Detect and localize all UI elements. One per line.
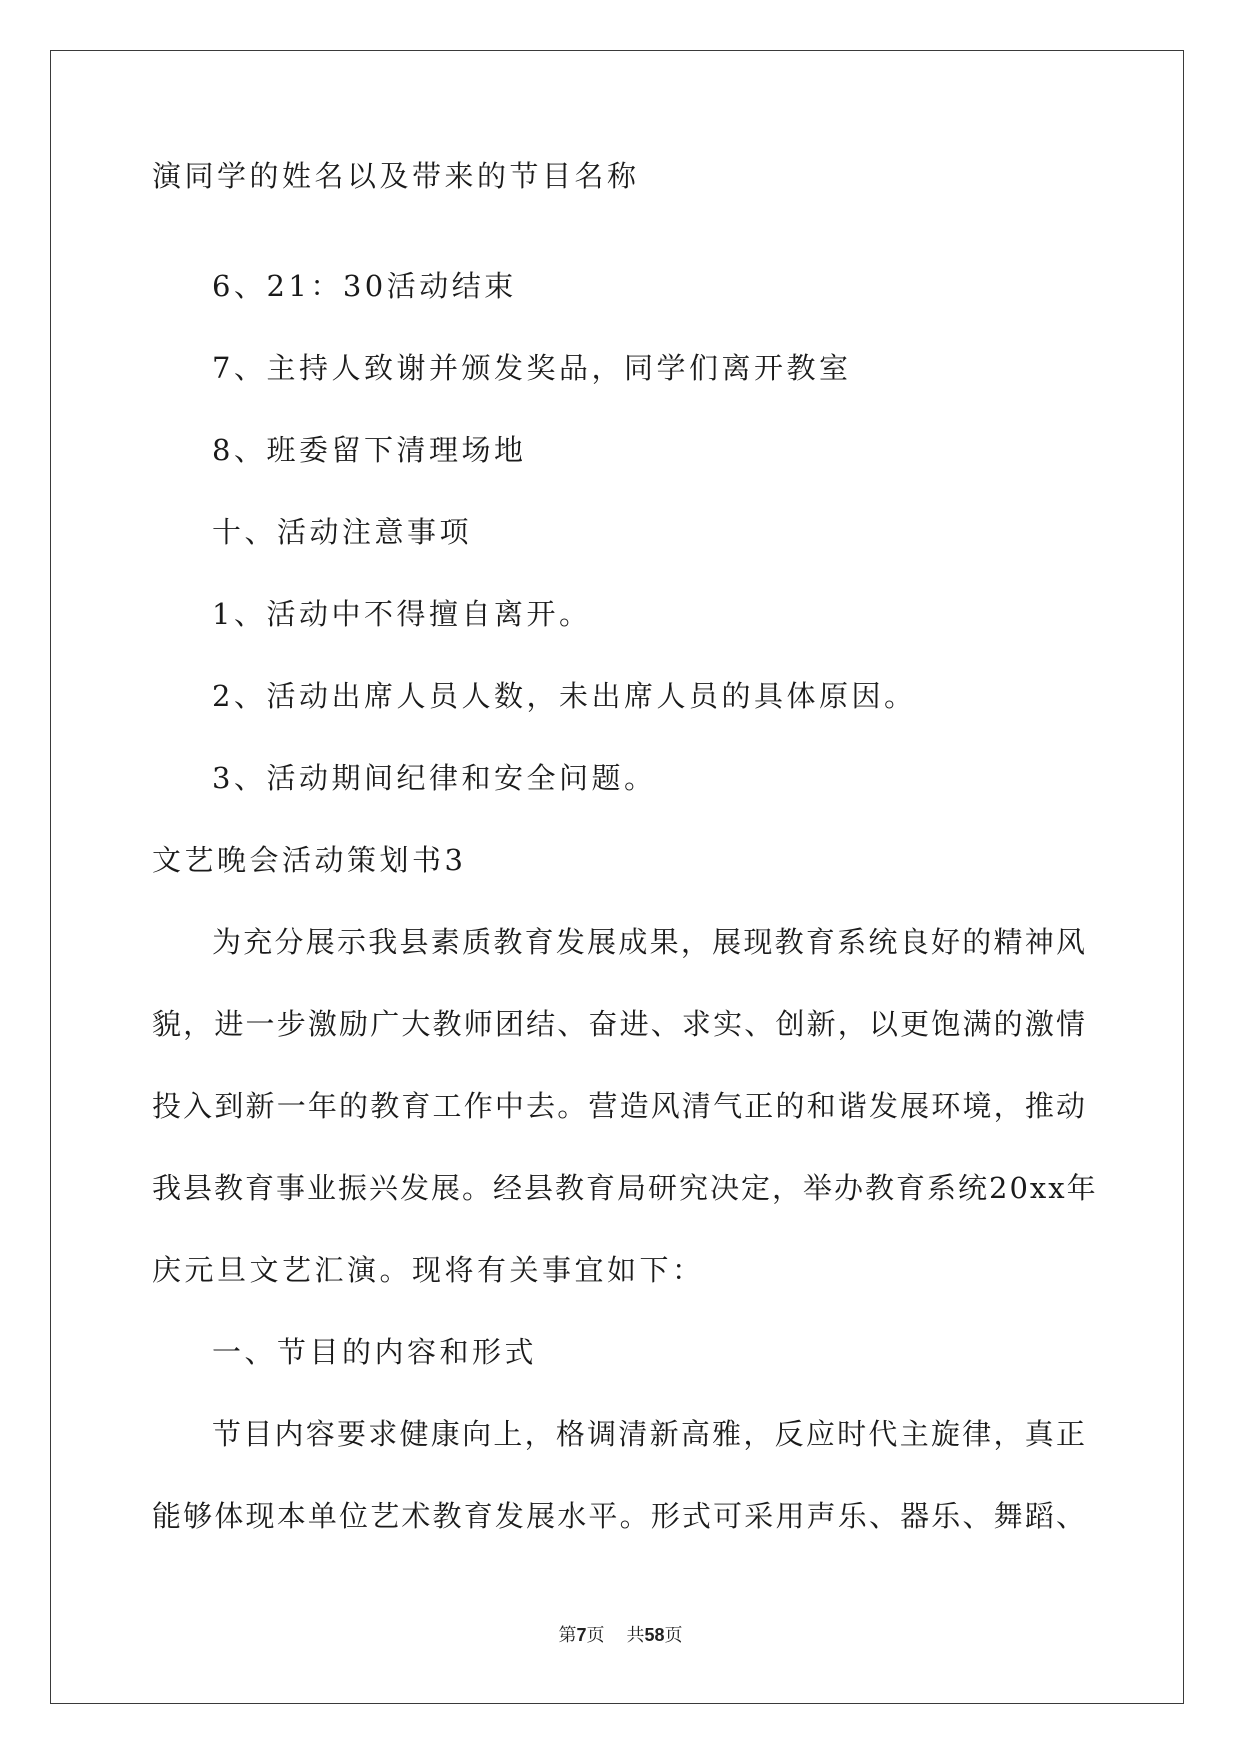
paragraph-line: 庆元旦文艺汇演。现将有关事宜如下： xyxy=(152,1253,705,1287)
total-suffix: 页 xyxy=(664,1625,683,1646)
paragraph-line: 为充分展示我县素质教育发展成果，展现教育系统良好的精神风 xyxy=(212,925,1087,959)
paragraph-line: 能够体现本单位艺术教育发展水平。形式可采用声乐、器乐、舞蹈、 xyxy=(152,1499,1087,1533)
paragraph-line: 7、主持人致谢并颁发奖品，同学们离开教室 xyxy=(212,351,852,385)
page-suffix: 页 xyxy=(586,1625,605,1646)
paragraph-line: 投入到新一年的教育工作中去。营造风清气正的和谐发展环境，推动 xyxy=(152,1089,1087,1123)
paragraph-line: 1、活动中不得擅自离开。 xyxy=(212,597,592,631)
page-number: 7 xyxy=(576,1625,587,1645)
paragraph-line: 演同学的姓名以及带来的节目名称 xyxy=(152,159,640,193)
paragraph-line: 6、21：30活动结束 xyxy=(212,269,517,303)
section-heading: 一、节目的内容和形式 xyxy=(212,1335,538,1369)
paragraph-line: 我县教育事业振兴发展。经县教育局研究决定，举办教育系统20xx年 xyxy=(152,1171,1098,1205)
total-pages: 58 xyxy=(644,1625,665,1645)
paragraph-line: 2、活动出席人员人数，未出席人员的具体原因。 xyxy=(212,679,917,713)
page-prefix: 第 xyxy=(558,1625,577,1646)
total-prefix: 共 xyxy=(626,1625,645,1646)
document-title: 文艺晚会活动策划书3 xyxy=(152,843,467,877)
document-body xyxy=(152,159,1098,1557)
paragraph-line: 3、活动期间纪律和安全问题。 xyxy=(212,761,657,795)
page-footer xyxy=(0,1621,1241,1647)
section-heading: 十、活动注意事项 xyxy=(212,515,473,549)
paragraph-line: 节目内容要求健康向上，格调清新高雅，反应时代主旋律，真正 xyxy=(212,1417,1087,1451)
paragraph-line: 8、班委留下清理场地 xyxy=(212,433,527,467)
paragraph-line: 貌，进一步激励广大教师团结、奋进、求实、创新，以更饱满的激情 xyxy=(152,1007,1087,1041)
